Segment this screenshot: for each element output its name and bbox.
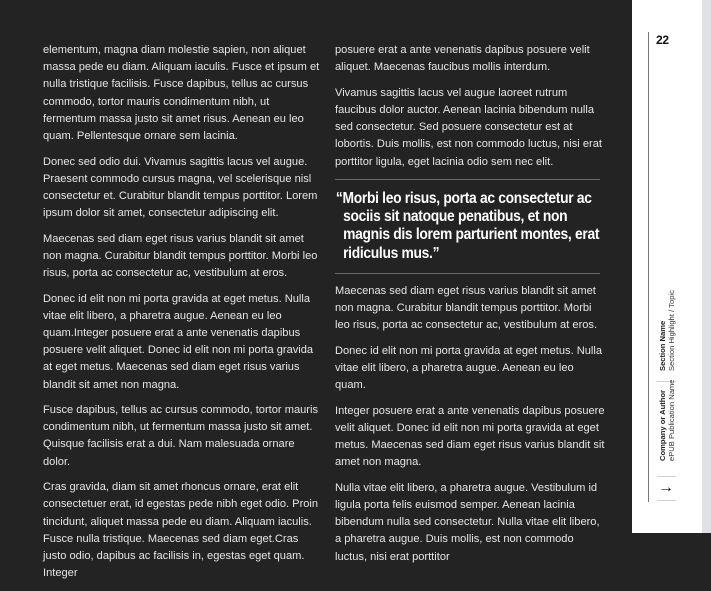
next-page-arrow-icon[interactable]: → xyxy=(658,479,674,496)
quote-top-divider xyxy=(335,179,600,180)
section-label[interactable] xyxy=(659,290,676,371)
paragraph: elementum, magna diam molestie sapien, non aliquet massa pede eu diam. Aliquam iaculis. Fusce et ipsum et nulla tristique facilisis. Fusce dapibus, tellus ac cursus commodo, tortor mauris condimentum nibh, ut fermentum massa justo sit amet risus. Aenean eu leo quam. Pellentesque ornare sem lacinia. xyxy=(43,44,320,143)
paragraph: Cras gravida, diam sit amet rhoncus ornare, erat elit consectetuer erat, id egestas pede nibh eget odio. Proin tincidunt, aliquet massa pede eu diam. Aliquam iaculis. Fusce nulla tristique. Maecenas sed diam eget.Cras justo odio, dapibus ac facilisis in, egestas eget quam. Integer xyxy=(43,481,319,580)
paragraph: Donec sed odio dui. Vivamus sagittis lacus vel augue. Praesent commodo cursus magna, vel scelerisque nisl consectetur et. Curabitur blandit tempus porttitor. Lorem ipsum dolor sit amet, consectetur adipiscing elit. xyxy=(43,155,318,220)
paragraph: Maecenas sed diam eget risus varius blandit sit amet non magna. Curabitur blandit tempus porttitor. Morbi leo risus, porta ac consectetur ac, vestibulum at eros. xyxy=(335,284,598,332)
page-number: 22 xyxy=(656,33,669,47)
quote-bottom-divider xyxy=(335,273,600,274)
page-sidebar xyxy=(632,0,702,533)
sidebar-vertical-rule xyxy=(648,32,649,502)
left-column xyxy=(43,42,321,591)
paragraph: Nulla vitae elit libero, a pharetra augue. Vestibulum id ligula porta felis euismod semper. Aenean lacinia bibendum nulla sed consectetur. Nulla vitae elit libero, a pharetra augue. Duis mollis, est non commodo luctus, nisi erat porttitor xyxy=(335,481,600,563)
paragraph: posuere erat a ante venenatis dapibus posuere velit aliquet. Maecenas faucibus mollis interdum. xyxy=(335,44,590,74)
publication-subtitle: ePUB Publication Name xyxy=(666,379,676,461)
sidebar-divider xyxy=(657,476,676,477)
paragraph: Donec id elit non mi porta gravida at eget metus. Nulla vitae elit libero, a pharetra augue. Aenean eu leo quam. xyxy=(335,344,603,392)
paragraph: Integer posuere erat a ante venenatis dapibus posuere velit aliquet. Donec id elit non mi porta gravida at eget metus. Maecenas sed diam eget risus varius blandit sit amet non magna. xyxy=(335,404,605,469)
section-title: Section Name xyxy=(658,320,667,371)
paragraph: Donec id elit non mi porta gravida at eget metus. Nulla vitae elit libero, a pharetra augue. Aenean eu leo quam.Integer posuere erat a ante venenatis dapibus posuere velit aliquet. Donec id elit non mi porta gravida at eget metus. Maecenas sed diam eget risus varius blandit sit amet non magna. xyxy=(43,292,314,391)
pull-quote: “Morbi leo risus, porta ac consectetur ac sociis sit natoque penatibus, et non magnis dis lorem parturient montes, erat ridiculus mus.” xyxy=(335,190,600,262)
page-edge-strip xyxy=(702,0,711,533)
paragraph: Maecenas sed diam eget risus varius blandit sit amet non magna. Curabitur blandit tempus porttitor. Morbi leo risus, porta ac consectetur ac, vestibulum at eros. xyxy=(43,232,318,280)
sidebar-divider xyxy=(657,500,676,501)
publication-label[interactable] xyxy=(659,380,676,461)
section-subtitle: Section Highlight / Topic xyxy=(666,290,676,371)
paragraph: Fusce dapibus, tellus ac cursus commodo, tortor mauris condimentum nibh, ut fermentum massa justo sit amet. Quisque facilisis erat a dui. Nam malesuada ornare dolor. xyxy=(43,404,318,468)
right-column xyxy=(335,42,607,574)
paragraph: Vivamus sagittis lacus vel augue laoreet rutrum faucibus dolor auctor. Aenean lacinia bibendum nulla sed consectetur. Sed posuere consectetur est at lobortis. Duis mollis, est non commodo luctus, nisi erat porttitor ligula, eget lacinia odio sem nec elit. xyxy=(335,86,602,168)
publication-title: Company or Author xyxy=(658,389,667,461)
